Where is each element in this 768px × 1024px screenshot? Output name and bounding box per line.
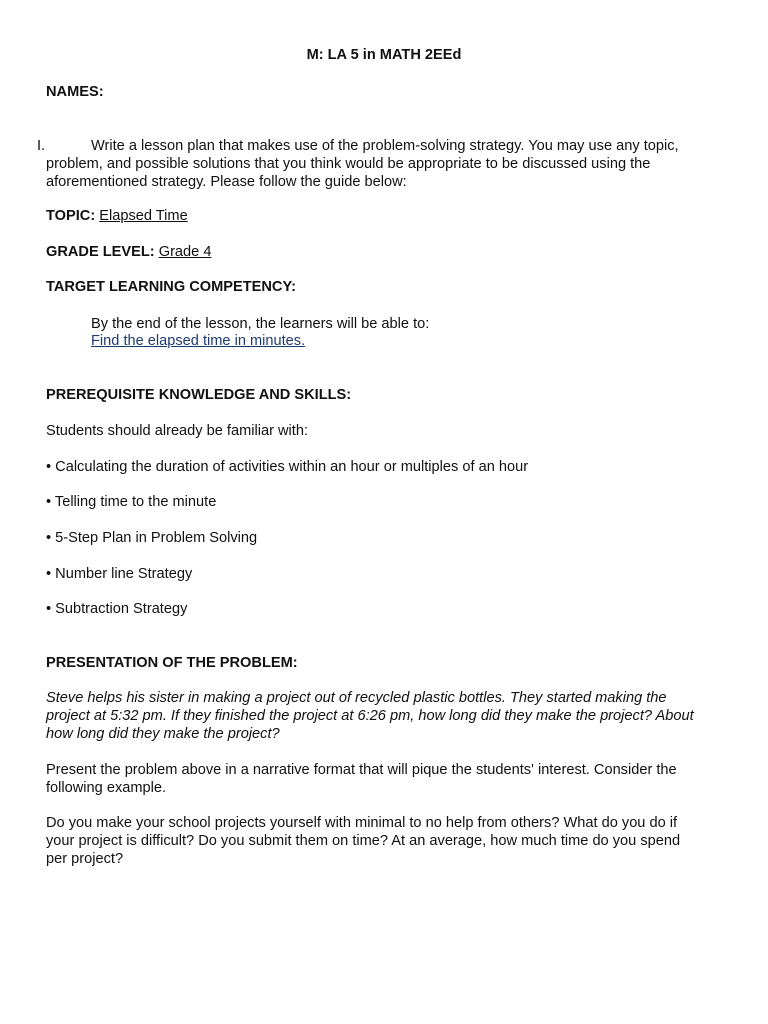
problem-line: Steve helps his sister in making a project out of recycled plastic bottles. They started making the [46, 690, 667, 706]
prereq-item: • Subtraction Strategy [46, 601, 188, 617]
problem-line: project at 5:32 pm. If they finished the project at 6:26 pm, how long did they make the project? About [46, 708, 694, 724]
prereq-item: • 5-Step Plan in Problem Solving [46, 530, 258, 546]
narrative-instruction-line: following example. [46, 780, 167, 796]
instruction-numeral: I. [37, 138, 46, 154]
competency-label: TARGET LEARNING COMPETENCY: [46, 279, 296, 295]
topic-value: Elapsed Time [99, 208, 188, 224]
grade-label: GRADE LEVEL: [46, 244, 155, 260]
names-label: NAMES: [46, 84, 104, 100]
grade-row [46, 243, 211, 261]
instruction-line-1: Write a lesson plan that makes use of the problem-solving strategy. You may use any topic, [91, 138, 679, 154]
topic-row [46, 207, 188, 225]
competency-objective: Find the elapsed time in minutes. [91, 333, 306, 349]
presentation-label: PRESENTATION OF THE PROBLEM: [46, 655, 298, 671]
competency-intro: By the end of the lesson, the learners will be able to: [91, 316, 430, 332]
example-line: per project? [46, 851, 124, 867]
prereq-item: • Calculating the duration of activities within an hour or multiples of an hour [46, 459, 529, 475]
example-line: Do you make your school projects yourself with minimal to no help from others? What do you do if [46, 815, 678, 831]
narrative-instruction-line: Present the problem above in a narrative format that will pique the students' interest. Consider the [46, 762, 677, 778]
prereq-label: PREREQUISITE KNOWLEDGE AND SKILLS: [46, 387, 352, 403]
instruction-line-2: problem, and possible solutions that you think would be appropriate to be discussed using the [46, 156, 651, 172]
problem-line: how long did they make the project? [46, 726, 280, 742]
prereq-item: • Number line Strategy [46, 566, 193, 582]
grade-value: Grade 4 [158, 244, 212, 260]
prereq-intro: Students should already be familiar with: [46, 423, 309, 439]
instruction-line-3: aforementioned strategy. Please follow the guide below: [46, 174, 407, 190]
document-title: M: LA 5 in MATH 2EEd [306, 47, 462, 63]
prereq-item: • Telling time to the minute [46, 494, 217, 510]
topic-label: TOPIC: [46, 208, 96, 224]
example-line: your project is difficult? Do you submit them on time? At an average, how much time do you spend [46, 833, 681, 849]
